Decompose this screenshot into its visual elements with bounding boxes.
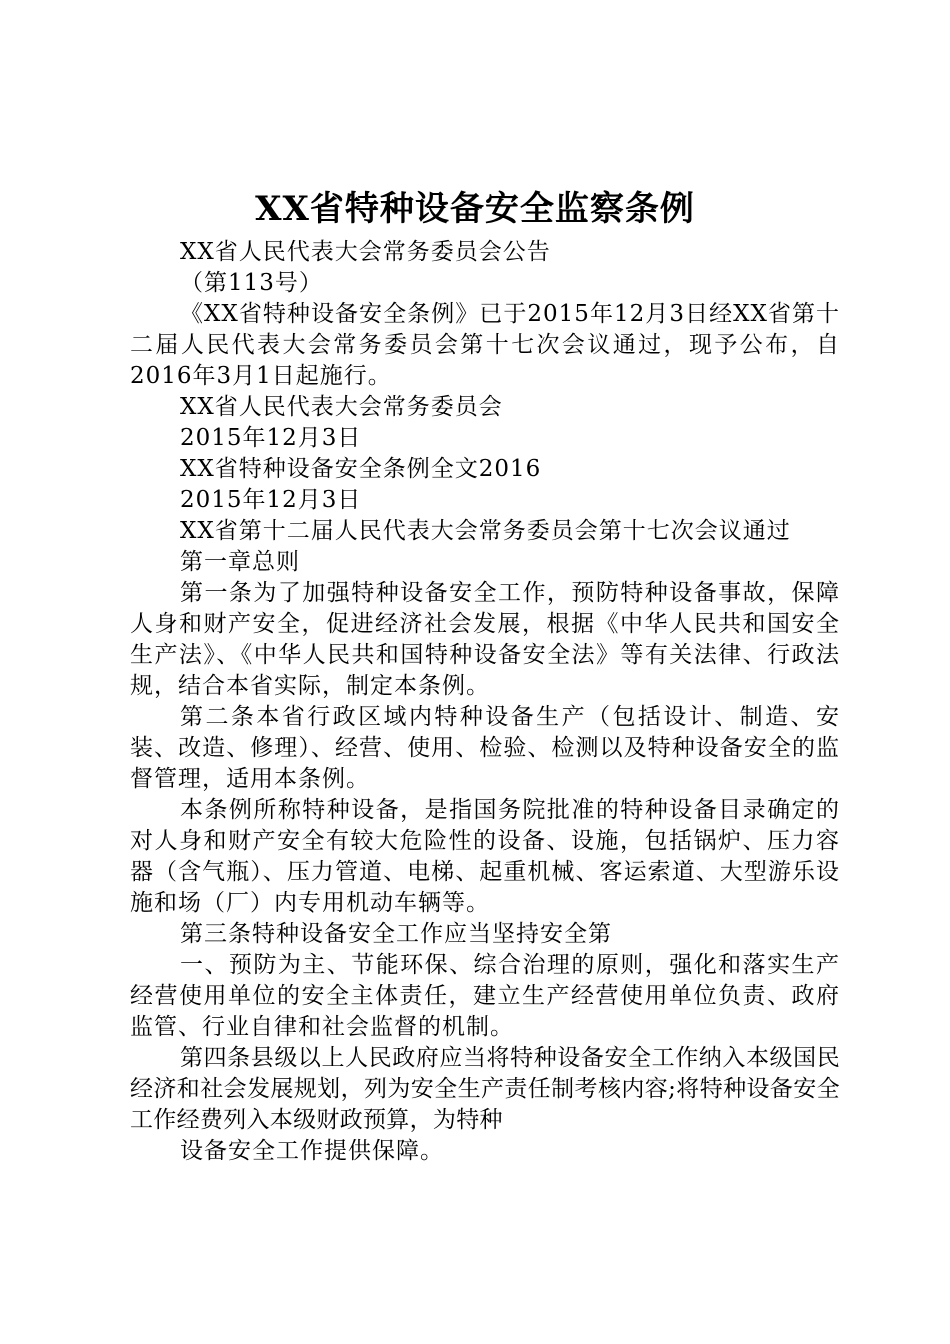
paragraph-article-2: 第二条本省行政区域内特种设备生产（包括设计、制造、安装、改造、修理）、经营、使用、检验、检测以及特种设备安全的监督管理，适用本条例。 [130, 704, 840, 792]
paragraph-adoption-date: 2015年12月3日 [180, 487, 362, 513]
paragraph-definition: 本条例所称特种设备，是指国务院批准的特种设备目录确定的对人身和财产安全有较大危险性的设备、设施，包括锅炉、压力容器（含气瓶）、压力管道、电梯、起重机械、客运索道、大型游乐设施和场（厂）内专用机动车辆等。 [130, 797, 840, 916]
document-title: XX省特种设备安全监察条例 [255, 189, 695, 229]
paragraph-fulltext-heading: XX省特种设备安全条例全文2016 [180, 456, 542, 482]
document-body [130, 237, 840, 1167]
paragraph-article-3: 第三条特种设备安全工作应当坚持安全第 [180, 921, 612, 947]
paragraph-article-4-continued: 设备安全工作提供保障。 [180, 1138, 444, 1164]
paragraph-principles: 一、预防为主、节能环保、综合治理的原则，强化和落实生产经营使用单位的安全主体责任，建立生产经营使用单位负责、政府监管、行业自律和社会监督的机制。 [130, 952, 840, 1040]
paragraph-article-1: 第一条为了加强特种设备安全工作，预防特种设备事故，保障人身和财产安全，促进经济社会发展，根据《中华人民共和国安全生产法》、《中华人民共和国特种设备安全法》等有关法律、行政法规，结合本省实际，制定本条例。 [130, 580, 840, 699]
paragraph-article-4: 第四条县级以上人民政府应当将特种设备安全工作纳入本级国民经济和社会发展规划，列为安全生产责任制考核内容;将特种设备安全工作经费列入本级财政预算，为特种 [130, 1045, 840, 1133]
paragraph-adoption-note: XX省第十二届人民代表大会常务委员会第十七次会议通过 [180, 518, 791, 544]
paragraph-announcement-heading: XX省人民代表大会常务委员会公告 [180, 239, 551, 265]
paragraph-issue-date: 2015年12月3日 [180, 425, 362, 451]
paragraph-announcement-number: （第113号） [180, 270, 323, 296]
paragraph-issuer: XX省人民代表大会常务委员会 [180, 394, 503, 420]
paragraph-announcement-text: 《XX省特种设备安全条例》已于2015年12月3日经XX省第十二届人民代表大会常务委员会第十七次会议通过，现予公布，自2016年3月1日起施行。 [130, 301, 840, 389]
paragraph-chapter-heading: 第一章总则 [180, 549, 300, 575]
